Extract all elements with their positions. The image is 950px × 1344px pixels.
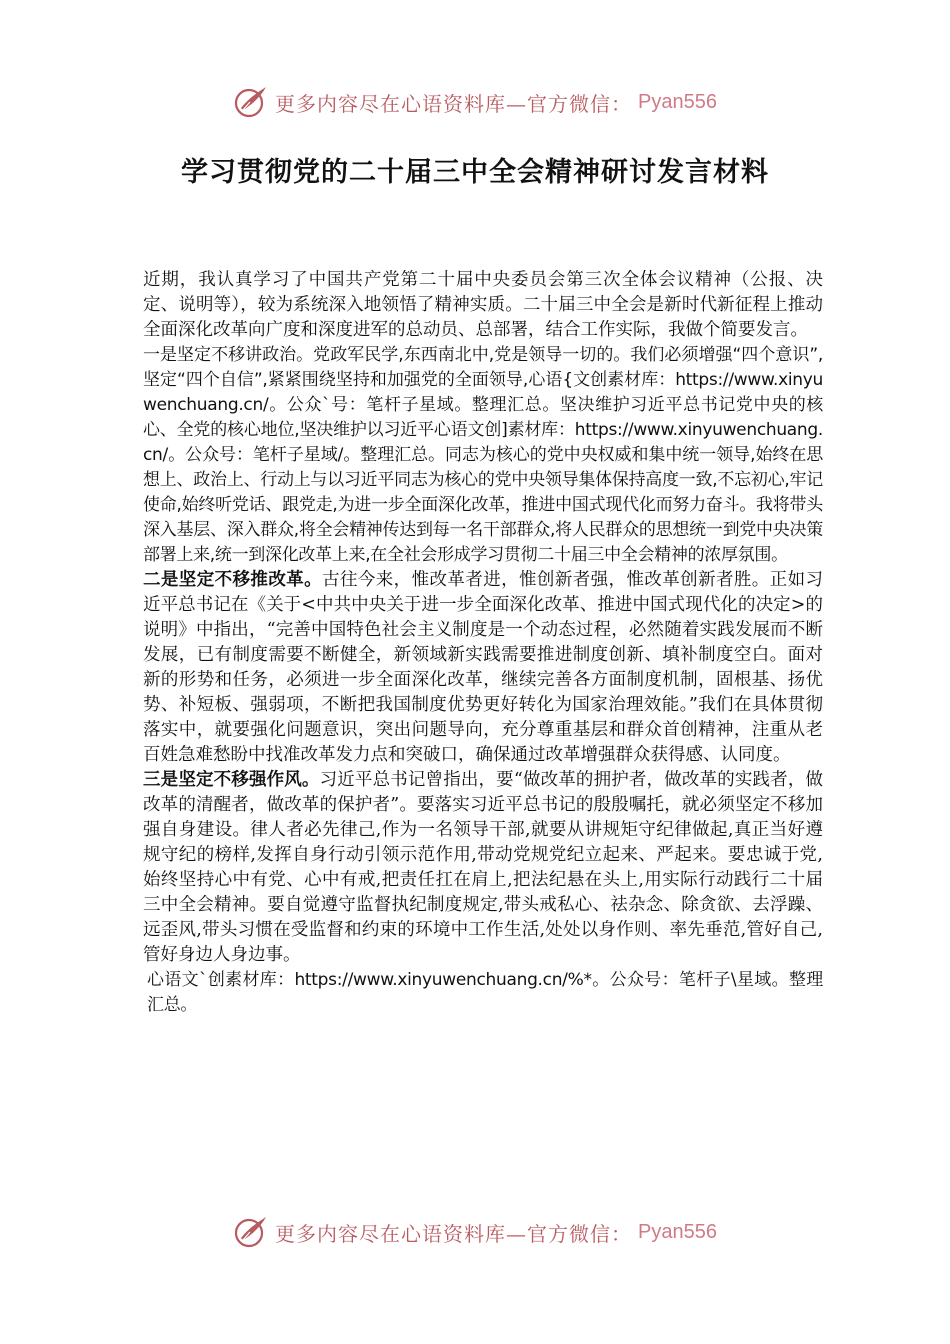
banner-wechat-id: Pyan556 xyxy=(638,90,717,113)
footer-note: 心语文`创素材库：https://www.xinyuwenchuang.cn/%*。公众号：笔杆子\星域。整理汇总。 xyxy=(147,970,823,1015)
intro-paragraph: 近期，我认真学习了中国共产党第二十届中央委员会第三次全体会议精神（公报、决定、说明等），较为系统深入地领悟了精神实质。二十届三中全会是新时代新征程上推动全面深化改革向广度和深度进军的总动员、总部署，结合工作实际，我做个简要发言。 xyxy=(143,270,823,340)
banner-text: 更多内容尽在心语资料库—官方微信： xyxy=(275,91,633,116)
section-1-paragraph: 一是坚定不移讲政治。党政军民学,东西南北中,党是领导一切的。我们必须增强“四个意识”,坚定“四个自信”,紧紧围绕坚持和加强党的全面领导,心语{文创素材库：https://www.xinyuwenchuang.cn/。公众`号：笔杆子星域。整理汇总。坚决维护习近平总书记党中央的核心、全党的核心地位,坚决维护以习近平心语文创]素材库：https://www.xinyuwenchuang.cn/。公众号：笔杆子星域/。整理汇总。同志为核心的党中央权威和集中统一领导,始终在思想上、政治上、行动上与以习近平同志为核心的党中央领导集体保持高度一致,不忘初心,牢记使命,始终听党话、跟党走,为进一步全面深化改革，推进中国式现代化而努力奋斗。我将带头深入基层、深入群众,将全会精神传达到每一名干部群众,将人民群众的思想统一到党中央决策部署上来,统一到深化改革上来,在全社会形成学习贯彻二十届三中全会精神的浓厚氛围。 xyxy=(143,345,823,565)
banner-text: 更多内容尽在心语资料库—官方微信： xyxy=(275,1221,633,1246)
section-3-body: 习近平总书记曾指出，要“做改革的拥护者，做改革的实践者，做改革的清醒者，做改革的保护者”。要落实习近平总书记的殷殷嘱托，就必须坚定不移加强自身建设。律人者必先律己,作为一名领导干部,就要从讲规矩守纪律做起,真正当好遵规守纪的榜样,发挥自身行动引领示范作用,带动党规党纪立起来、严起来。要忠诚于党,始终坚持心中有党、心中有戒,把责任扛在肩上,把法纪悬在头上,用实际行动践行二十届三中全会精神。要自觉遵守监督执纪制度规定,带头戒私心、祛杂念、除贪欲、去浮躁、远歪风,带头习惯在受监督和约束的环境中工作生活,处处以身作则、率先垂范,管好自己,管好身边人身边事。 xyxy=(143,770,823,965)
top-banner xyxy=(0,82,950,122)
bottom-banner xyxy=(0,1212,950,1252)
quill-logo-icon xyxy=(233,84,269,120)
section-2-paragraph xyxy=(143,568,823,768)
document-title: 学习贯彻党的二十届三中全会精神研讨发言材料 xyxy=(181,157,769,188)
section-3-paragraph xyxy=(143,768,823,968)
section-2-body: 古往今来，惟改革者进，惟创新者强，惟改革创新者胜。正如习近平总书记在《关于<中共中央关于进一步全面深化改革、推进中国式现代化的决定>的说明》中指出，“完善中国特色社会主义制度是一个动态过程，必然随着实践发展而不断发展，已有制度需要不断健全，新领域新实践需要推进制度创新、填补制度空白。面对新的形势和任务，必须进一步全面深化改革，继续完善各方面制度机制，固根基、扬优势、补短板、强弱项，不断把我国制度优势更好转化为国家治理效能。”我们在具体贯彻落实中，就要强化问题意识，突出问题导向，充分尊重基层和群众首创精神，注重从老百姓急难愁盼中找准改革发力点和突破口，确保通过改革增强群众获得感、认同度。 xyxy=(143,570,824,765)
section-3-heading: 三是坚定不移强作风。 xyxy=(143,770,320,790)
banner-wechat-id: Pyan556 xyxy=(638,1220,717,1243)
quill-logo-icon xyxy=(233,1214,269,1250)
document-body xyxy=(143,268,823,1018)
section-2-heading: 二是坚定不移推改革。 xyxy=(143,570,323,590)
